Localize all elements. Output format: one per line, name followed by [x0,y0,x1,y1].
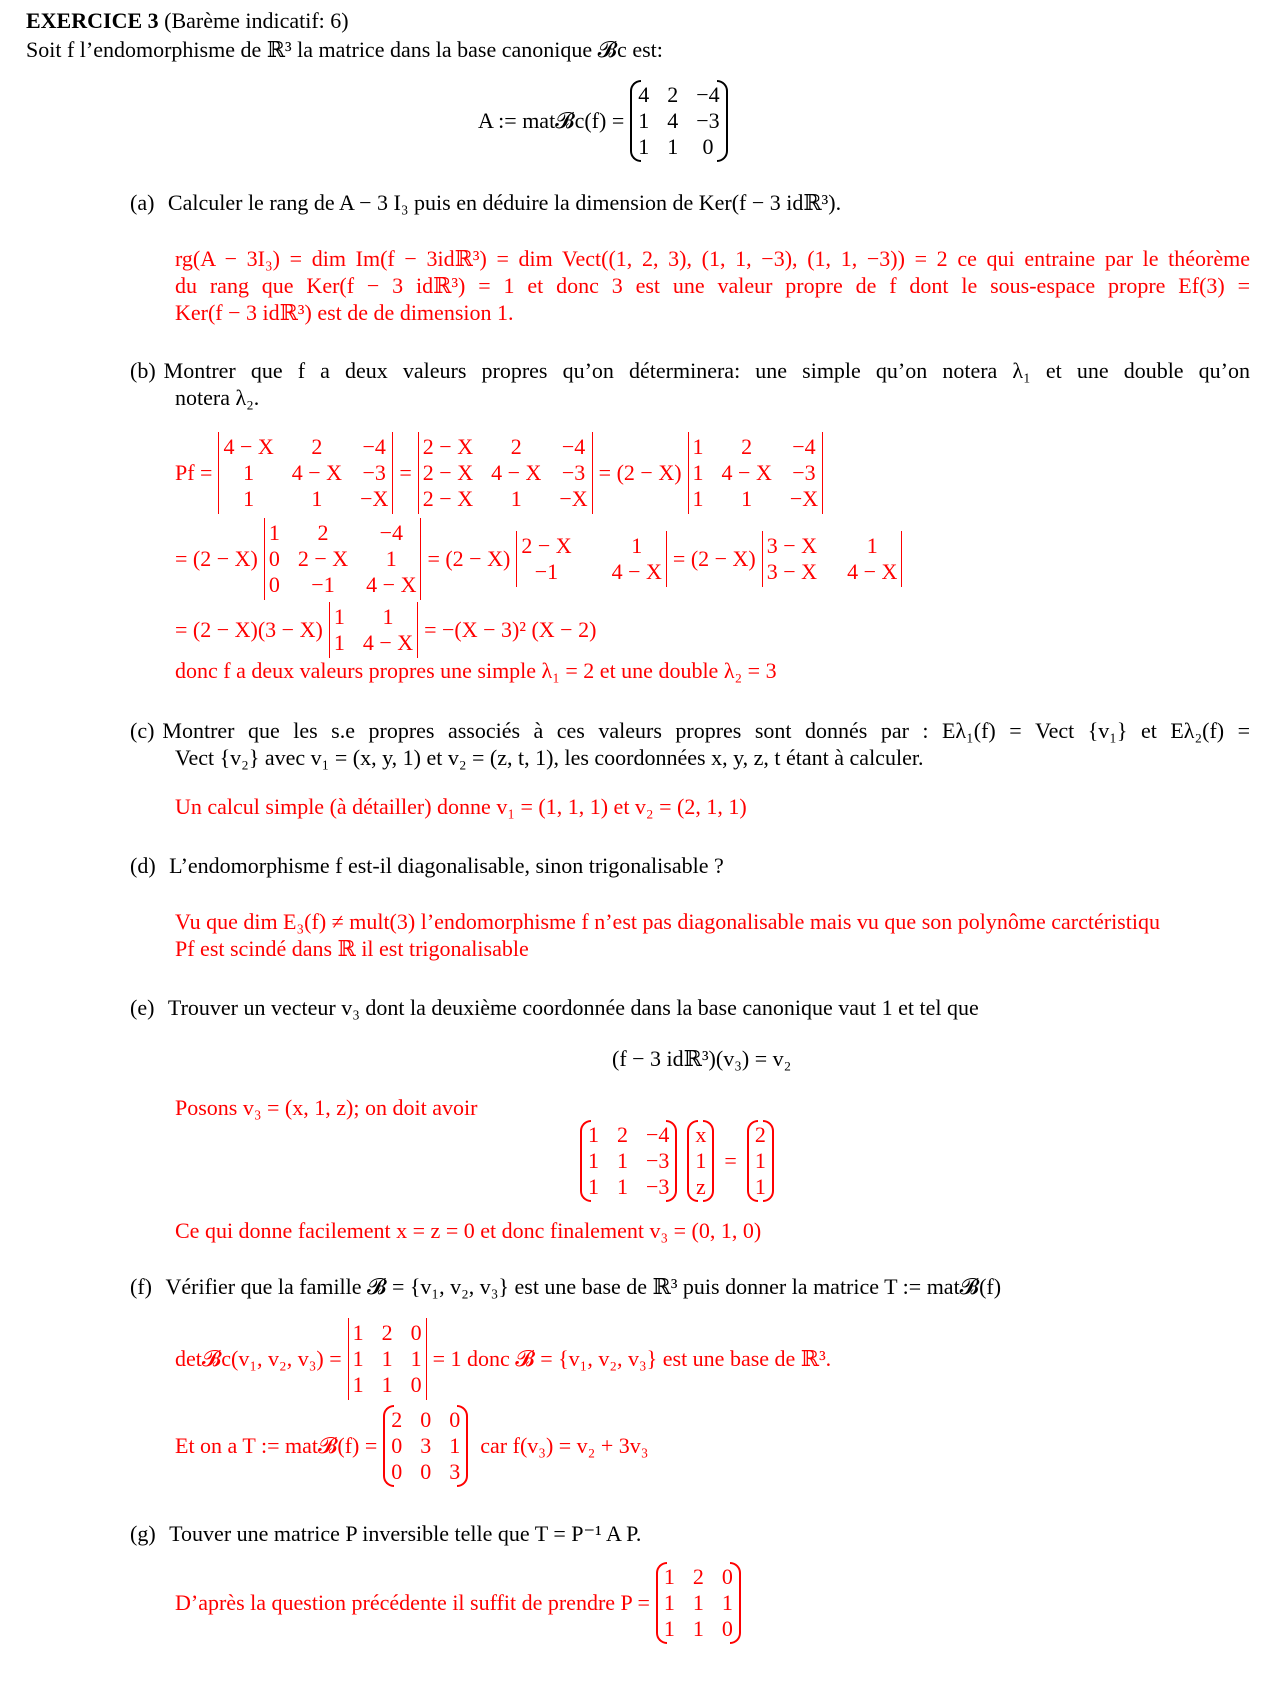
pf-line-1 [175,432,902,514]
matrix-cell: 2 [692,1564,704,1589]
matrix-cell: 0 [721,1564,733,1589]
matrix-cell: 1 [692,460,704,485]
matrix-cell: −3 [696,108,720,133]
matrix-cell: 3 − X [766,559,818,584]
matrix-cell: 2 − X [521,533,572,558]
matrix-cell: 1 [638,108,650,133]
matrix-cell: 1 [243,486,255,511]
matrix-cell: 4 [638,82,650,107]
bareme: (Barème indicatif: 6) [164,8,349,33]
matrix-cell: 1 [754,1148,766,1173]
equation-e: (f − 3 idℝ³)(v₃) = v₂ [612,1046,792,1071]
question-label: (g) [130,1521,156,1546]
matrix-cell: 1 [663,1616,675,1641]
determinant [688,432,824,514]
posons: Posons v₃ = (x, 1, z); on doit avoir [175,1095,478,1120]
matrix-cell: 1 [692,1590,704,1615]
matrix-cell: 0 [268,546,280,571]
matrix-cell: 1 [243,460,255,485]
matrix-cell: 1 [381,1346,393,1371]
answer-a [175,245,1250,326]
matrix-cell: 2 − X [297,546,349,571]
vector [747,1120,774,1202]
determinant [329,602,418,658]
question-text: Montrer que f a deux valeurs propres qu’on déterminera: une simple qu’on notera λ₁ et une double qu’on [163,358,1250,383]
matrix-cell: 1 [617,1148,628,1173]
question-text: Touver une matrice P inversible telle que T = P⁻¹ A P. [169,1521,642,1546]
matrix-cell: 0 [721,1616,733,1641]
linear-system [580,1120,774,1202]
matrix-cell: 1 [381,1372,393,1397]
matrix-cell: −3 [646,1148,670,1173]
matrix-cell: 4 − X [362,630,414,655]
question-text: Montrer que les s.e propres associés à ces valeurs propres sont donnés par : Eλ₁(f) = Vect {v₁} et Eλ₂(f) = [162,718,1250,743]
matrix-cell: 0 [410,1372,422,1397]
matrix-cell: −X [559,486,588,511]
matrix-t-line [175,1405,648,1487]
determinant [264,518,422,600]
matrix-cell: 1 [410,1346,422,1371]
matrix-cell: 3 [420,1433,432,1458]
matrix-cell: 1 [638,134,650,159]
matrix-cell: 1 [352,1320,364,1345]
matrix-cell: 1 [352,1372,364,1397]
matrix-cell: 4 [667,108,679,133]
conclusion: donc f a deux valeurs propres une simple λ₁ = 2 et une double λ₂ = 3 [175,658,777,683]
matrix-cell: 1 [692,434,704,459]
matrix-cell: −4 [792,434,816,459]
matrix-cell: 1 [631,533,643,558]
matrix-cell: 0 [702,134,714,159]
matrix-cell: x [695,1122,707,1147]
matrix-cell: 1 [311,486,323,511]
question-label: (a) [130,190,155,215]
matrix-cell: 1 [754,1174,766,1199]
matrix-cell: 1 [588,1174,599,1199]
result: = −(X − 3)² (X − 2) [424,617,597,642]
matrix-cell: 4 − X [291,460,343,485]
determinant [348,1318,427,1400]
answer-line: du rang que Ker(f − 3 idℝ³) = 1 et donc 3 est une valeur propre de f dont le sous-espace propre Ef(3) = [175,273,1250,298]
intro: Soit f l’endomorphisme de ℝ³ la matrice dans la base canonique 𝓑c est: [26,37,663,62]
determinant [218,432,393,514]
matrix-cell: −3 [646,1174,670,1199]
factor: = (2 − X)(3 − X) [175,617,323,642]
matrix-cell: 1 [588,1148,599,1173]
answer-line: rg(A − 3I₃) = dim Im(f − 3idℝ³) = dim Vect((1, 2, 3), (1, 1, −3), (1, 1, −3)) = 2 ce qui entraine par le théorème [175,246,1250,271]
matrix-cell: 1 [721,1590,733,1615]
matrix-cell: 0 [449,1407,461,1432]
matrix-cell: 0 [410,1320,422,1345]
determinant [762,531,903,587]
question-text: Vérifier que la famille 𝓑 = {v₁, v₂, v₃} est une base de ℝ³ puis donner la matrice T := mat𝓑(f) [165,1274,1002,1299]
pf-label: Pf = [175,460,213,485]
t-label: Et on a T := mat𝓑(f) = [175,1433,378,1458]
matrix-cell: 0 [420,1459,432,1484]
matrix-cell: 1 [268,520,280,545]
question-label: (b) [130,358,156,383]
matrix-cell: 1 [333,604,345,629]
matrix-cell: 1 [385,546,397,571]
det-result: = 1 donc 𝓑 = {v₁, v₂, v₃} est une base de ℝ³. [432,1346,832,1371]
question-text: Vect {v₂} avec v₁ = (x, y, 1) et v₂ = (z, t, 1), les coordonnées x, y, z, t étant à calculer. [175,745,924,770]
answer-line: Vu que dim E₃(f) ≠ mult(3) l’endomorphisme f n’est pas diagonalisable mais vu que son polynôme carctéristiqu [175,909,1160,934]
question-text: L’endomorphisme f est-il diagonalisable, sinon trigonalisable ? [169,853,724,878]
question-label: (f) [130,1274,152,1299]
matrix-cell: 1 [692,486,704,511]
answer-line: Pf est scindé dans ℝ il est trigonalisable [175,936,529,961]
matrix-cell: 3 − X [766,533,818,558]
matrix-cell: 1 [663,1590,675,1615]
matrix-cell: −3 [362,460,386,485]
characteristic-polynomial [175,432,902,684]
factor: = (2 − X) [175,546,258,571]
question-text: Calculer le rang de A − 3 I₃ puis en déduire la dimension de Ker(f − 3 idℝ³). [167,190,842,215]
matrix-a [630,80,727,162]
matrix-cell: 1 [741,486,753,511]
matrix-cell: −4 [696,82,720,107]
matrix-cell: 1 [667,134,679,159]
answer-e: Ce qui donne facilement x = z = 0 et donc finalement v₃ = (0, 1, 0) [175,1218,762,1243]
matrix-cell: 1 [333,630,345,655]
matrix-cell: −3 [561,460,586,485]
matrix-cell: 2 [667,82,679,107]
matrix-cell: 4 − X [721,460,772,485]
matrix-cell: 2 [754,1122,766,1147]
p-label: D’après la question précédente il suffit de prendre P = [175,1590,650,1615]
matrix-a-lhs: A := mat𝓑c(f) = [478,108,625,133]
question-label: (d) [130,853,156,878]
matrix [580,1120,677,1202]
matrix-cell: −1 [311,572,335,597]
vector [687,1120,714,1202]
matrix-cell: 1 [449,1433,461,1458]
answer-d [175,908,1264,962]
determinant [516,531,667,587]
matrix-cell: −4 [362,434,386,459]
determinant [418,432,593,514]
matrix-cell: 0 [420,1407,432,1432]
matrix-cell: 1 [352,1346,364,1371]
question-g [130,1521,641,1547]
matrix-cell: 4 − X [491,460,542,485]
matrix-cell: z [696,1174,706,1199]
question-label: (e) [130,995,155,1020]
matrix-cell: 1 [695,1148,707,1173]
question-label: (c) [130,718,155,743]
equals: = [724,1148,737,1173]
matrix-cell: 2 [311,434,323,459]
matrix-cell: −3 [792,460,816,485]
matrix-cell: 0 [268,572,280,597]
matrix-t [383,1405,468,1487]
matrix-cell: −4 [561,434,586,459]
matrix-cell: 4 − X [366,572,417,597]
matrix-cell: −X [360,486,389,511]
matrix-cell: 2 [381,1320,393,1345]
exercise-header [26,8,349,34]
question-text: notera λ₂. [175,385,260,410]
matrix-cell: 4 − X [611,559,662,584]
matrix-cell: −4 [646,1122,670,1147]
answer-c: Un calcul simple (à détailler) donne v₁ = (1, 1, 1) et v₂ = (2, 1, 1) [175,794,747,819]
matrix-p [656,1562,741,1644]
factor: = (2 − X) [427,546,511,571]
matrix-cell: 0 [391,1459,403,1484]
matrix-cell: 4 − X [847,559,898,584]
pf-line-2 [175,518,902,600]
matrix-cell: 2 − X [422,486,474,511]
determinant-line [175,1318,831,1400]
matrix-cell: 2 [391,1407,403,1432]
matrix-cell: 2 [617,1122,628,1147]
exercise-title: EXERCICE 3 [26,8,159,33]
matrix-cell: 1 [617,1174,628,1199]
matrix-cell: −1 [534,559,559,584]
matrix-cell: 4 − X [223,434,274,459]
matrix-cell: 2 − X [422,434,474,459]
matrix-a-equation [478,80,728,162]
factor: = (2 − X) [598,460,682,485]
matrix-cell: 1 [510,486,522,511]
question-e [130,995,979,1021]
question-f [130,1274,1001,1300]
matrix-cell: 2 [317,520,329,545]
factor: = (2 − X) [672,546,756,571]
question-text: Trouver un vecteur v₃ dont la deuxième coordonnée dans la base canonique vaut 1 et tel que [167,995,979,1020]
matrix-cell: 2 [741,434,753,459]
matrix-cell: 1 [588,1122,599,1147]
pf-line-3 [175,602,902,658]
matrix-cell: 2 − X [422,460,474,485]
matrix-cell: 3 [449,1459,461,1484]
question-c [130,717,1250,771]
det-label: det𝓑c(v₁, v₂, v₃) = [175,1346,342,1371]
matrix-cell: 2 [510,434,522,459]
matrix-cell: 1 [692,1616,704,1641]
t-reason: car f(v₃) = v₂ + 3v₃ [480,1433,649,1458]
matrix-cell: −4 [379,520,404,545]
question-d [130,853,724,879]
answer-line: Ker(f − 3 idℝ³) est de de dimension 1. [175,300,514,325]
matrix-cell: 1 [382,604,394,629]
question-b [130,357,1250,411]
question-a [130,190,841,216]
matrix-cell: 1 [866,533,878,558]
matrix-cell: 1 [663,1564,675,1589]
matrix-cell: −X [789,486,819,511]
matrix-cell: 0 [391,1433,403,1458]
equals: = [399,460,412,485]
matrix-p-line [175,1562,741,1644]
